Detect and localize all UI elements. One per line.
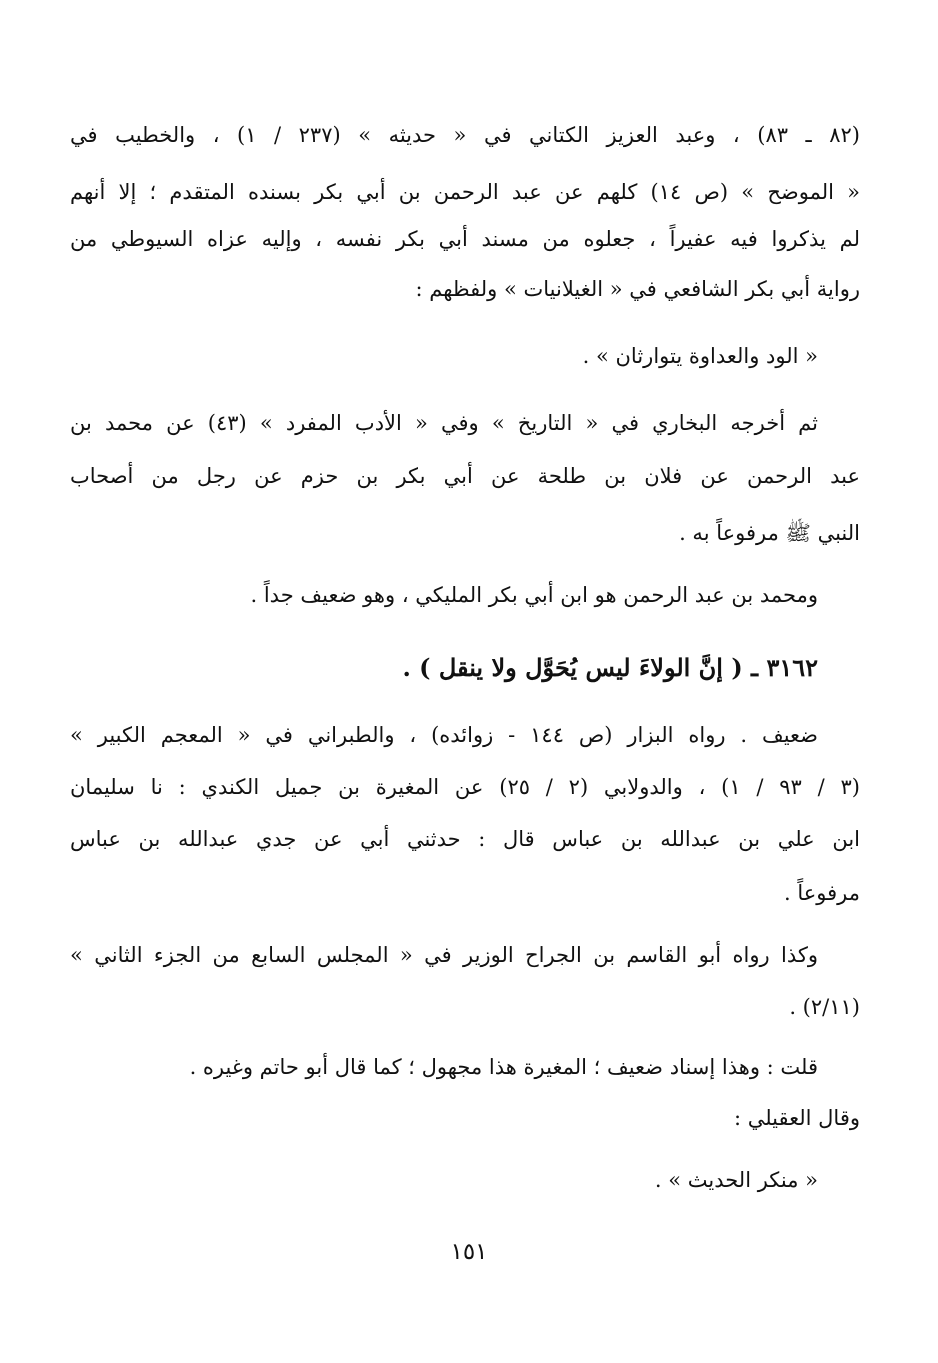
text-line: رواية أبي بكر الشافعي في « الغيلانيات » ولفظهم : <box>415 277 860 301</box>
quoted-text: « منكر الحديث » . <box>654 1168 818 1192</box>
text-line: قلت : وهذا إسناد ضعيف ؛ المغيرة هذا مجهول ؛ كما قال أبو حاتم وغيره . <box>189 1055 818 1079</box>
quoted-text: « الود والعداوة يتوارثان » . <box>582 344 818 368</box>
hadith-heading: ٣١٦٢ ـ ( إنَّ الولاءَ ليس يُحَوَّل ولا ينقل ) . <box>402 653 818 682</box>
text-line: عبد الرحمن عن فلان بن طلحة عن أبي بكر بن حزم عن رجل من أصحاب <box>70 464 860 488</box>
text-line: ثم أخرجه البخاري في « التاريخ » وفي « الأدب المفرد » (٤٣) عن محمد بن <box>70 411 818 435</box>
text-line: (٢/١١) . <box>789 995 860 1019</box>
text-line: لم يذكروا فيه عفيراً ، جعلوه من مسند أبي بكر نفسه ، وإليه عزاه السيوطي من <box>70 227 860 251</box>
text-line: مرفوعاً . <box>783 881 860 905</box>
text-line: وقال العقيلي : <box>733 1106 860 1130</box>
text-line: ابن علي بن عبدالله بن عباس قال : حدثني أبي عن جدي عبدالله بن عباس <box>70 827 860 851</box>
page-number: ١٥١ <box>450 1239 488 1265</box>
text-line: « الموضح » (ص ١٤) كلهم عن عبد الرحمن بن أبي بكر بسنده المتقدم ؛ إلا أنهم <box>70 180 860 204</box>
text-line: ضعيف . رواه البزار (ص ١٤٤ - زوائده) ، والطبراني في « المعجم الكبير » <box>70 723 818 747</box>
text-line: النبي ﷺ مرفوعاً به . <box>679 521 860 545</box>
text-line: (٣ / ٩٣ / ١) ، والدولابي (٢ / ٢٥) عن المغيرة بن جميل الكندي : نا سليمان <box>70 775 860 799</box>
text-line: ومحمد بن عبد الرحمن هو ابن أبي بكر المليكي ، وهو ضعيف جداً . <box>250 583 818 607</box>
text-line: وكذا رواه أبو القاسم بن الجراح الوزير في « المجلس السابع من الجزء الثاني » <box>70 943 818 967</box>
text-line: (٨٢ ـ ٨٣) ، وعبد العزيز الكتاني في « حديثه » (٢٣٧ / ١) ، والخطيب في <box>70 123 860 147</box>
